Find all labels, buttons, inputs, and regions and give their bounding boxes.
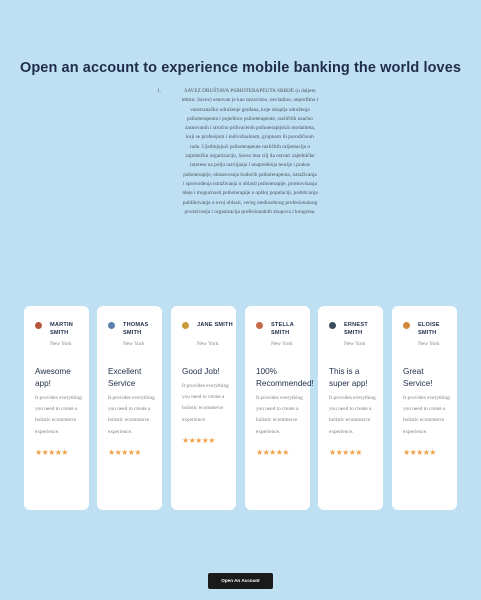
list-number: 1. — [157, 88, 161, 94]
article-line: zajedničku organizaciju, Savez ima cilj da ostvari zajedničke — [185, 153, 315, 160]
review-headline: Great Service! — [403, 367, 433, 388]
review-body: It provides everything you need to create a holistic ecommerce experience. — [108, 395, 155, 435]
article-line: vanstranačko udruženje građana, koje okuplja udruženja — [190, 106, 310, 113]
article-line: psihoterapije, obrazovanja budućih psihoterapeuta, istraživanja — [183, 171, 317, 178]
review-headline: Awesome app! — [35, 367, 71, 388]
testimonial-card — [171, 306, 236, 510]
reviewer-location: New York — [197, 341, 219, 347]
article-line: koji se profesijom i individualnom, grupnom ili porodičnom — [186, 134, 314, 141]
review-body: It provides everything you need to create a holistic ecommerce experience. — [256, 395, 303, 435]
review-headline: Good Job! — [182, 367, 220, 376]
testimonial-card — [392, 306, 457, 510]
reviewer-name: THOMAS SMITH — [123, 322, 149, 336]
testimonial-list — [24, 306, 458, 510]
article-line: povezivanja i organizacija profesionalnih skupova i kongresa. — [184, 208, 316, 215]
review-headline: Excellent Service — [108, 367, 142, 388]
article-line: i sprovođenja istraživanja u oblasti psihoterapije, promovisanja — [182, 180, 317, 187]
avatar — [256, 322, 263, 329]
reviewer-location: New York — [271, 341, 293, 347]
reviewer-name: ERNEST SMITH — [344, 322, 368, 336]
star-rating-icon: ★★★★★ — [329, 448, 362, 457]
avatar — [403, 322, 410, 329]
review-body: It provides everything you need to create a holistic ecommerce experience. — [403, 395, 450, 435]
article-line: zasnovanih i stručno prihvaćenih psihoterapijskih modaliteta, — [184, 125, 316, 132]
testimonial-card — [245, 306, 314, 510]
avatar — [182, 322, 189, 329]
avatar — [329, 322, 336, 329]
review-body: It provides everything you need to create a holistic ecommerce experience. — [329, 395, 376, 435]
reviewer-location: New York — [123, 341, 145, 347]
article-line: tekstu: Savez) osnovan je kao nezavisno, nevladino, neprofitno i — [181, 97, 319, 104]
reviewer-name: STELLA SMITH — [271, 322, 294, 336]
reviewer-location: New York — [418, 341, 440, 347]
article-line: ideje i mogućnosti psihoterapije u opštoj populaciji, podsticanja — [182, 190, 318, 197]
star-rating-icon: ★★★★★ — [403, 448, 436, 457]
testimonial-card — [97, 306, 162, 510]
reviewer-name: ELOISE SMITH — [418, 322, 440, 336]
review-body: It provides everything you need to create a holistic ecommerce experience. — [182, 383, 229, 423]
review-body: It provides everything you need to create a holistic ecommerce experience. — [35, 395, 82, 435]
testimonial-card — [24, 306, 89, 510]
star-rating-icon: ★★★★★ — [35, 448, 68, 457]
open-account-button[interactable]: Open An Account — [208, 573, 273, 589]
star-rating-icon: ★★★★★ — [182, 436, 215, 445]
review-headline: 100% Recommended! — [256, 367, 314, 388]
reviewer-name: MARTIN SMITH — [50, 322, 73, 336]
avatar — [108, 322, 115, 329]
reviewer-location: New York — [50, 341, 72, 347]
star-rating-icon: ★★★★★ — [256, 448, 289, 457]
article-text — [157, 87, 340, 217]
review-headline: This is a super app! — [329, 367, 368, 388]
avatar — [35, 322, 42, 329]
star-rating-icon: ★★★★★ — [108, 448, 141, 457]
article-line: interese na polju razvijanja i unapređenja teorije i prakse — [189, 162, 310, 169]
article-line: publikovanja u ovoj oblasti, većeg međusobnog profesionalnog — [182, 199, 318, 206]
testimonial-card — [318, 306, 383, 510]
reviewer-location: New York — [344, 341, 366, 347]
article-line: psihoterapeuta i pojedince psihoterapeute, različitih naučno — [187, 115, 313, 122]
page-title: Open an account to experience mobile banking the world loves — [19, 60, 462, 76]
article-line: radu. Ujedinjujući psihoterapeute različitih orijentacija u — [189, 143, 311, 150]
reviewer-name: JANE SMITH — [197, 322, 233, 328]
article-line: SAVEZ DRUŠTAVA PSIHOTERAPEUTA SRBIJE (u daljem — [184, 88, 316, 94]
